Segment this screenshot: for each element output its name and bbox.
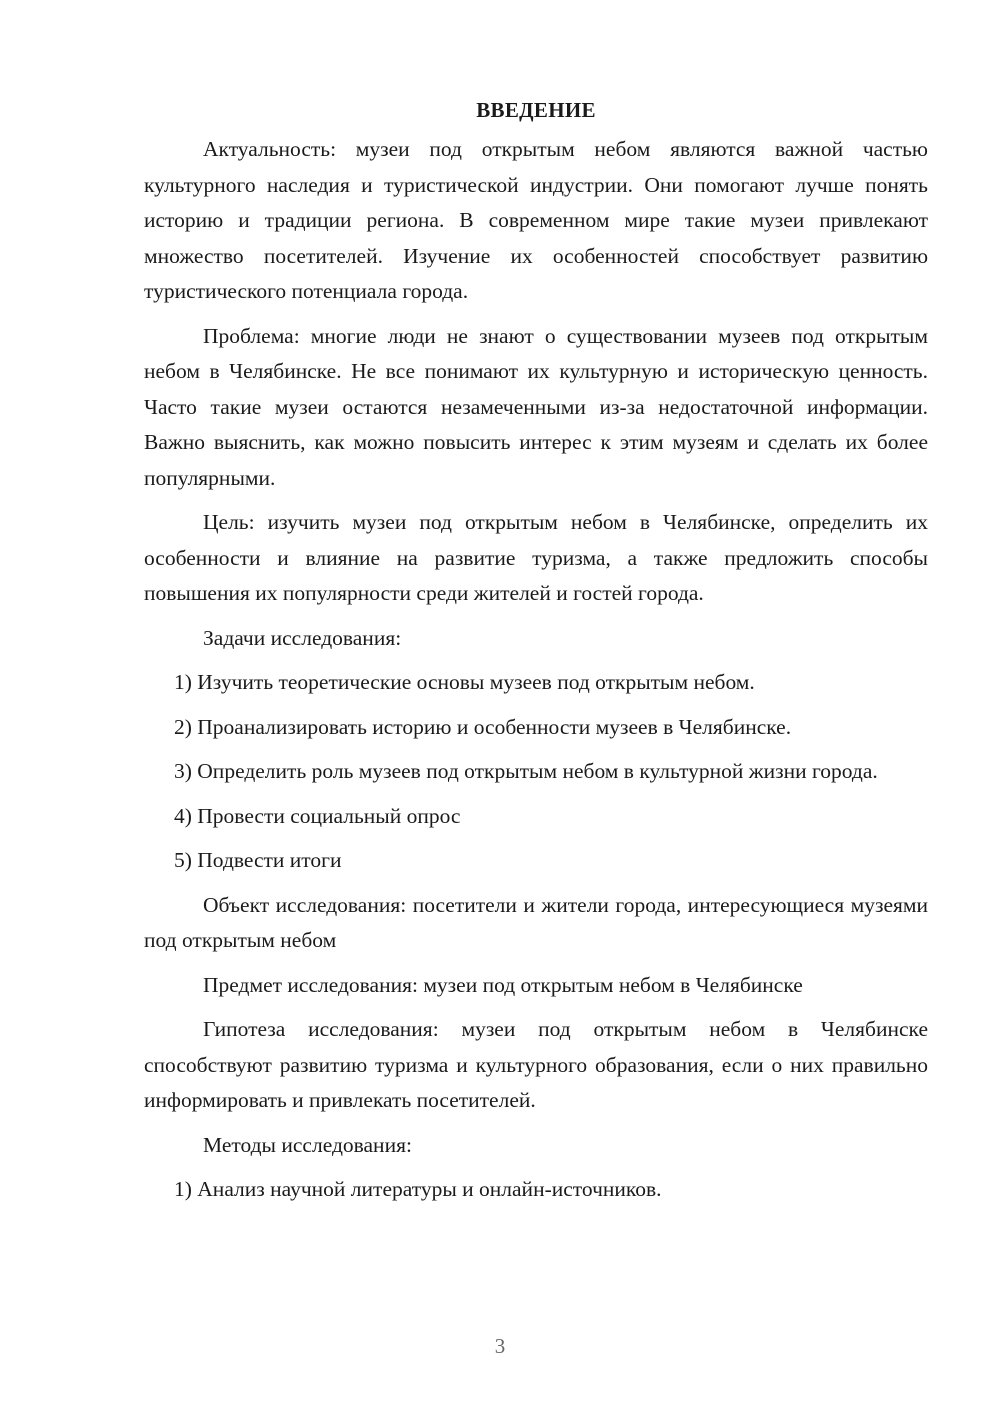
task-item-4: 4) Провести социальный опрос <box>174 803 461 828</box>
method-item-1: 1) Анализ научной литературы и онлайн-источников. <box>174 1177 662 1201</box>
page-number: 3 <box>494 1334 506 1358</box>
task-item-2: 2) Проанализировать историю и особенности музеев в Челябинске. <box>174 714 792 739</box>
object-paragraph: Объект исследования: посетители и жители города, интересующиеся музеями под открытым небом <box>144 892 928 952</box>
section-title: ВВЕДЕНИЕ <box>476 98 596 122</box>
task-item-3: 3) Определить роль музеев под открытым небом в культурной жизни города. <box>174 759 878 783</box>
relevance-paragraph: Актуальность: музеи под открытым небом являются важной частью культурного наследия и туристической индустрии. Они помогают лучше понять историю и традиции региона. В современном мире такие музеи привлекают множество посетителей. Изучение их особенностей способствует развитию туристического потенциала города. <box>144 137 928 303</box>
goal-paragraph: Цель: изучить музеи под открытым небом в Челябинске, определить их особенности и влияние на развитие туризма, а также предложить способы повышения их популярности среди жителей и гостей города. <box>144 510 928 605</box>
hypothesis-paragraph: Гипотеза исследования: музеи под открытым небом в Челябинске способствуют развитию туризма и культурного образования, если о них правильно информировать и привлекать посетителей. <box>144 1017 928 1112</box>
methods-heading: Методы исследования: <box>203 1132 412 1157</box>
document-page <box>144 96 928 1217</box>
tasks-heading: Задачи исследования: <box>203 625 402 650</box>
task-item-5: 5) Подвести итоги <box>174 848 342 872</box>
task-item-1: 1) Изучить теоретические основы музеев под открытым небом. <box>174 670 755 694</box>
subject-paragraph: Предмет исследования: музеи под открытым небом в Челябинске <box>203 972 803 997</box>
problem-paragraph: Проблема: многие люди не знают о существовании музеев под открытым небом в Челябинске. Не все понимают их культурную и историческую ценность. Часто такие музеи остаются незамеченными из-за недостаточной информации. Важно выяснить, как можно повысить интерес к этим музеям и сделать их более популярными. <box>144 323 928 490</box>
